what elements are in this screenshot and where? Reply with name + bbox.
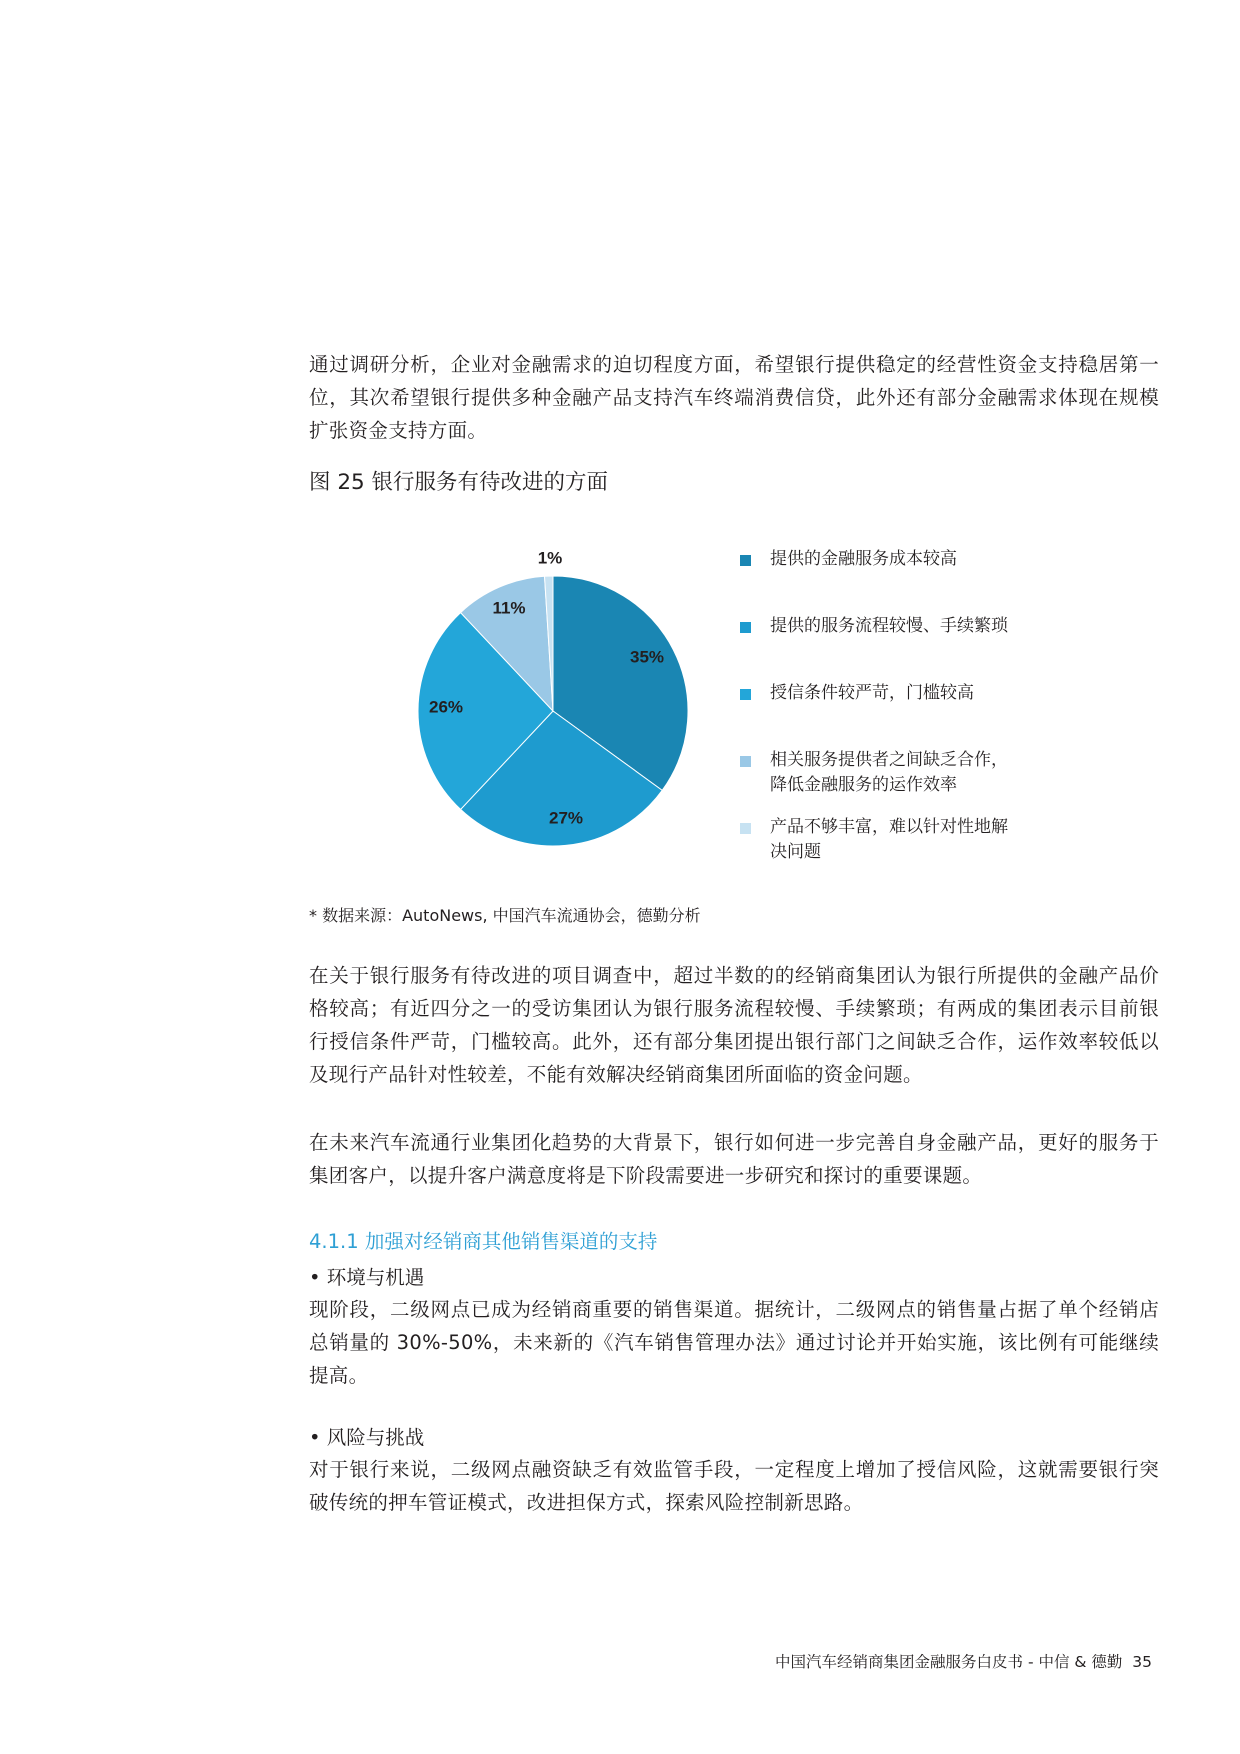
slice-value-label: 1% xyxy=(537,548,563,568)
footer-title: 中国汽车经销商集团金融服务白皮书 - 中信 & 德勤 xyxy=(775,1653,1123,1671)
legend-swatch xyxy=(740,756,751,767)
legend-swatch xyxy=(740,823,751,834)
legend-label: 产品不够丰富，难以针对性地解 决问题 xyxy=(770,817,1008,862)
section-heading: 4.1.1 加强对经销商其他销售渠道的支持 xyxy=(309,1230,658,1253)
bullet-body: 现阶段，二级网点已成为经销商重要的销售渠道。据统计，二级网点的销售量占据了单个经销店总销量的 30%-50%，未来新的《汽车销售管理办法》通过讨论并开始实施，该比例有可能继续提高。 xyxy=(309,1298,1159,1387)
legend-label: 授信条件较严苛，门槛较高 xyxy=(770,683,974,703)
intro-paragraph: 通过调研分析，企业对金融需求的迫切程度方面，希望银行提供稳定的经营性资金支持稳居第一位，其次希望银行提供多种金融产品支持汽车终端消费信贷，此外还有部分金融需求体现在规模扩张资金支持方面。 xyxy=(309,353,1159,442)
page-number: 35 xyxy=(1132,1653,1152,1671)
legend-label: 相关服务提供者之间缺乏合作， 降低金融服务的运作效率 xyxy=(770,750,1008,795)
legend-swatch xyxy=(740,622,751,633)
legend-label: 提供的金融服务成本较高 xyxy=(770,549,957,569)
slice-value-label: 11% xyxy=(492,598,526,618)
slice-value-label: 35% xyxy=(629,647,665,667)
body-paragraph: 在关于银行服务有待改进的项目调查中，超过半数的的经销商集团认为银行所提供的金融产品价格较高；有近四分之一的受访集团认为银行服务流程较慢、手续繁琐；有两成的集团表示目前银行授信条件严苛，门槛较高。此外，还有部分集团提出银行部门之间缺乏合作，运作效率较低以及现行产品针对性较差，不能有效解决经销商集团所面临的资金问题。 xyxy=(309,964,1159,1086)
legend-swatch xyxy=(740,555,751,566)
slice-value-label: 26% xyxy=(428,697,464,717)
legend-label: 提供的服务流程较慢、手续繁琐 xyxy=(770,616,1008,636)
body-paragraph: 在未来汽车流通行业集团化趋势的大背景下，银行如何进一步完善自身金融产品，更好的服务于集团客户，以提升客户满意度将是下阶段需要进一步研究和探讨的重要课题。 xyxy=(309,1131,1159,1187)
legend-swatch xyxy=(740,689,751,700)
slice-value-label: 27% xyxy=(548,808,584,828)
bullet-body: 对于银行来说，二级网点融资缺乏有效监管手段，一定程度上增加了授信风险，这就需要银行突破传统的押车管证模式，改进担保方式，探索风险控制新思路。 xyxy=(309,1458,1159,1514)
page-footer xyxy=(775,1651,1152,1673)
bullet-heading: • 环境与机遇 xyxy=(309,1266,425,1289)
figure-title: 图 25 银行服务有待改进的方面 xyxy=(309,470,609,495)
bullet-heading: • 风险与挑战 xyxy=(309,1426,425,1449)
source-note: * 数据来源：AutoNews, 中国汽车流通协会，德勤分析 xyxy=(309,906,701,925)
